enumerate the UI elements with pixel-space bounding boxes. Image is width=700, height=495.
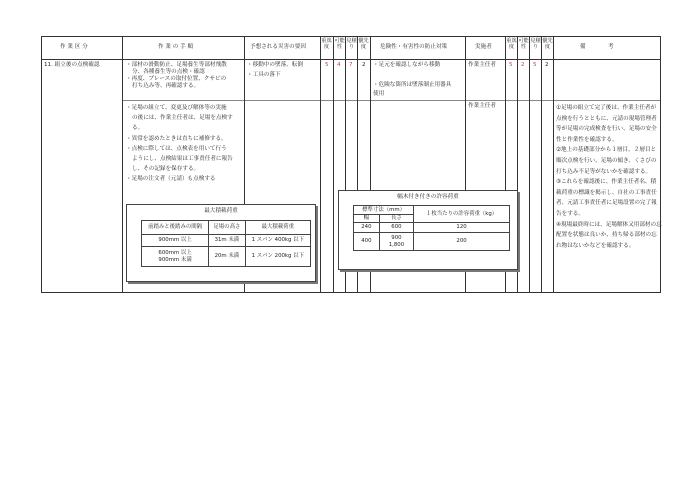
remarks-line: 点検を行うとともに、元請の現場管理者 bbox=[556, 115, 657, 122]
row1-bottom-border bbox=[122, 100, 661, 101]
row2-step-line: ようにし、点検結果は工事責任者に報告 bbox=[132, 156, 233, 163]
row1-category: 11. 組立後の点検確認 bbox=[44, 62, 100, 68]
allowable-cell: 400 bbox=[354, 233, 380, 251]
row1-step-line: ・再度、ブレースの取付位置、クサビの bbox=[126, 76, 227, 82]
max-load-cell-line: 900mm 未満 bbox=[158, 256, 192, 263]
header-estimate-2: 見積り bbox=[530, 38, 541, 51]
row1-implementer: 作業主任者 bbox=[468, 62, 496, 68]
allowable-cell: 200 bbox=[414, 233, 510, 251]
row1-measure: 使用 bbox=[373, 91, 385, 97]
row2-implementer: 作業主任者 bbox=[468, 103, 496, 109]
vline bbox=[41, 36, 42, 293]
vline bbox=[541, 36, 542, 293]
header-remarks: 備 考 bbox=[580, 44, 614, 50]
max-load-cell: 900mm 以上 bbox=[142, 235, 209, 247]
row1-possibility: 4 bbox=[337, 62, 341, 68]
row1-possibility-2: 2 bbox=[521, 62, 525, 68]
header-measures: 危険性・有害性の防止対策 bbox=[380, 44, 448, 50]
row2-steps bbox=[126, 103, 233, 185]
remarks-line: 順次点検を行い、足場の傾き、くさびの bbox=[556, 157, 657, 164]
header-steps: 作 業 の 手 順 bbox=[158, 44, 194, 50]
header-priority: 優先度 bbox=[358, 38, 369, 51]
header-severity: 重篤度 bbox=[321, 38, 332, 51]
row1-step-line: 分、各種養生等の点検・確認 bbox=[132, 69, 205, 75]
vline bbox=[529, 36, 530, 293]
allowable-header: １枚当たりの許容荷重（kg） bbox=[414, 206, 510, 223]
row2-step-line: の後には、作業主任者は、足場を点検す bbox=[132, 115, 233, 122]
allowable-header: 長さ bbox=[379, 215, 413, 223]
vline bbox=[122, 36, 123, 293]
max-load-cell: 20m 未満 bbox=[209, 247, 245, 267]
vline bbox=[320, 36, 321, 293]
header-priority-2: 優先度 bbox=[542, 38, 553, 51]
max-load-cell: 31m 未満 bbox=[209, 235, 245, 247]
header-hazards: 予想される災害の要因 bbox=[250, 44, 306, 50]
remarks-line: 者、元請工事責任者に足場設置の完了報 bbox=[556, 200, 657, 207]
table-bottom-border bbox=[41, 292, 661, 293]
row2-remarks bbox=[556, 103, 662, 251]
header-implementer: 実施者 bbox=[475, 44, 492, 50]
allowable-cell bbox=[379, 233, 413, 251]
max-load-table-box bbox=[126, 204, 316, 282]
header-possibility: 可能性 bbox=[334, 38, 345, 51]
max-load-cell: 1 スパン 400kg 以下 bbox=[245, 235, 310, 247]
allowable-cell-line: 1,800 bbox=[388, 241, 405, 248]
remarks-line: 告をする。 bbox=[556, 210, 584, 217]
row1-measure: ・足元を確認しながら移動 bbox=[373, 62, 441, 68]
row2-step-line: ・足場の注文者（元請）も点検する bbox=[126, 176, 216, 183]
remarks-line: 等が足場の完成検査を行い、足場の安全 bbox=[556, 126, 657, 133]
remarks-line: ②地上の基礎部分から１層目、２層目と bbox=[556, 147, 657, 154]
row1-measure: ・危険な箇所は墜落制止用器具 bbox=[373, 82, 452, 88]
allowable-header: 幅 bbox=[354, 215, 380, 223]
allowable-load-table-box bbox=[338, 190, 518, 270]
remarks-line: 配置を状態は良いか、持ち帰る部材の忘 bbox=[556, 232, 657, 239]
allowable-cell: 120 bbox=[414, 223, 510, 233]
header-severity-2: 重篤度 bbox=[506, 38, 517, 51]
remarks-line: 打ち込み不足等がないかを確認する。 bbox=[556, 168, 652, 175]
max-load-table bbox=[141, 220, 311, 267]
row1-priority-2: 2 bbox=[545, 62, 549, 68]
row2-step-line: し、その記録を保存する。 bbox=[132, 166, 200, 173]
remarks-line: 性と作業性を確認する。 bbox=[556, 136, 618, 143]
max-load-header: 前踏みと後踏みの間隔 bbox=[142, 221, 209, 235]
row1-priority: 2 bbox=[362, 62, 366, 68]
row1-severity: 5 bbox=[325, 62, 329, 68]
allowable-cell-line: 900 bbox=[391, 235, 402, 241]
max-load-title: 最大積載荷重 bbox=[204, 208, 238, 214]
max-load-header: 足場の高さ bbox=[209, 221, 245, 235]
row1-step-line: 打ち込み等、再確認する。 bbox=[132, 83, 200, 89]
remarks-line: ③これらを確認後に、作業主任者名、積 bbox=[556, 179, 657, 186]
header-category: 作 業 区 分 bbox=[60, 44, 88, 50]
row2-step-line: ・異常を認めたときは直ちに補修する。 bbox=[126, 135, 227, 142]
max-load-cell: 1 スパン 200kg 以下 bbox=[245, 247, 310, 267]
remarks-line: ④現場最終時には、足場解体又用部材の忘 bbox=[556, 221, 662, 228]
table-top-border bbox=[41, 36, 661, 37]
row2-step-line: ・点検に際しては、点検表を用いて行う bbox=[126, 145, 227, 152]
max-load-header: 最大積載荷重 bbox=[245, 221, 310, 235]
allowable-load-table bbox=[353, 205, 510, 251]
vline bbox=[553, 36, 554, 293]
row2-step-line: る。 bbox=[132, 125, 144, 132]
row2-step-line: ・足場の組立て、変更及び解体等の実施 bbox=[126, 105, 227, 111]
allowable-header: 標準寸法（mm） bbox=[354, 206, 414, 215]
vline bbox=[333, 36, 334, 293]
remarks-line: ①足場の組立て完了後は、作業主任者が bbox=[556, 105, 657, 111]
remarks-line: 載荷重の標識を掲示し、自社の工事責任 bbox=[556, 189, 657, 196]
row1-steps bbox=[126, 62, 227, 90]
max-load-cell bbox=[142, 247, 209, 267]
row1-hazard: ・工具の落下 bbox=[247, 72, 281, 78]
row1-estimate: 7 bbox=[349, 62, 353, 68]
remarks-line: れ物はないかなどを確認する。 bbox=[556, 242, 635, 249]
max-load-cell-line: 600mm 以上 bbox=[158, 250, 192, 256]
allowable-cell: 600 bbox=[379, 223, 413, 233]
row1-step-line: ・部材の滑動防止、足場養生等部材飛散 bbox=[126, 62, 227, 68]
allowable-load-title: 幅木付き付きの許容荷重 bbox=[397, 194, 459, 200]
header-estimate: 見積り bbox=[346, 38, 357, 51]
row1-hazard: ・移動中の墜落、転倒 bbox=[247, 62, 303, 68]
header-bottom-border bbox=[41, 59, 661, 60]
row1-severity-2: 5 bbox=[509, 62, 513, 68]
header-possibility-2: 可能性 bbox=[518, 38, 529, 51]
row1-estimate-2: 5 bbox=[533, 62, 537, 68]
allowable-cell: 240 bbox=[354, 223, 380, 233]
